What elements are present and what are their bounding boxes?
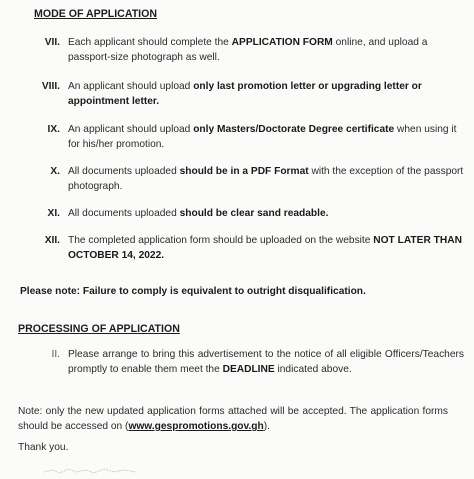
- item-text: Please arrange to bring this advertisement to the notice of all eligible Officers/Teachers promptly to enable them meet the DEADLINE indicated above.: [68, 349, 464, 375]
- website-link[interactable]: www.gespromotions.gov.gh: [128, 421, 264, 432]
- item-text: All documents uploaded should be in a PDF Format with the exception of the passport photograph.: [68, 166, 464, 192]
- item-number: II.: [51, 349, 60, 360]
- item-number: IX.: [47, 124, 60, 135]
- item-text: An applicant should upload only Masters/Doctorate Degree certificate when using it for his/her promotion.: [68, 124, 457, 150]
- item-number: XII.: [44, 235, 60, 246]
- please-note: Please note: Failure to comply is equivalent to outright disqualification.: [20, 286, 366, 297]
- item-number: VII.: [44, 37, 60, 48]
- item-text: An applicant should upload only last promotion letter or upgrading letter or appointment letter.: [68, 81, 422, 107]
- item-number: X.: [50, 166, 60, 177]
- item-text: The completed application form should be uploaded on the website NOT LATER THAN OCTOBER 14, 2022.: [68, 235, 462, 261]
- closing-text: Thank you.: [18, 442, 69, 453]
- item-number: VIII.: [41, 81, 60, 92]
- note-paragraph: Note: only the new updated application forms attached will be accepted. The application forms should be accessed on (www.gespromotions.gov.gh).: [18, 406, 448, 432]
- signature-scribble: [42, 464, 142, 478]
- item-text: Each applicant should complete the APPLICATION FORM online, and upload a passport-size photograph as well.: [68, 37, 428, 63]
- item-text: All documents uploaded should be clear sand readable.: [68, 208, 329, 219]
- heading-mode-of-application: MODE OF APPLICATION: [34, 8, 158, 20]
- item-number: XI.: [47, 208, 60, 219]
- heading-processing-of-application: PROCESSING OF APPLICATION: [18, 323, 180, 335]
